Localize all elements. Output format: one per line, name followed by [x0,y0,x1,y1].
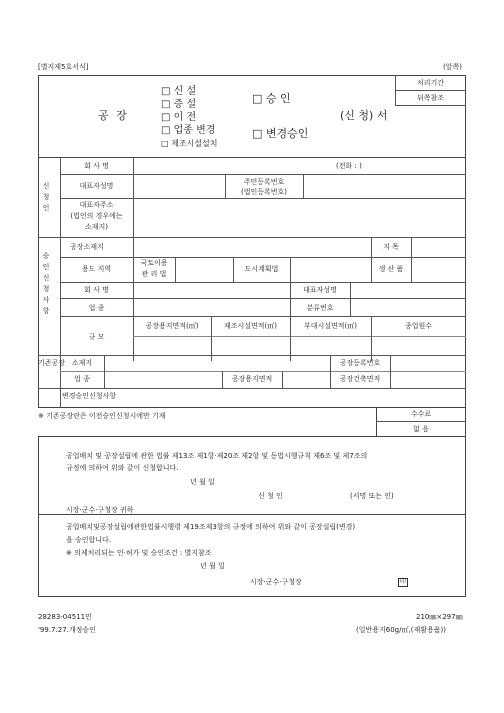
processing-period-value: 뒤쪽참조 [416,94,445,102]
lot-type-label: 지 목 [383,243,399,251]
fee-value: 없 음 [413,425,429,433]
option-change-industry: □ 업종 변경 [161,125,216,136]
approval-date: 년 월 일 [200,562,225,570]
doc-code: 28283-04511민 [38,613,92,621]
auxiliary-area-label: 부대시설면적(㎡) [303,322,358,330]
approval-section-label: 승인신청사항 [42,252,51,318]
approval-company-name-label: 회 사 명 [84,286,109,294]
company-name-label: 회 사 명 [84,162,109,170]
option-new: □ 신 설 [161,86,197,97]
urban-planning-label: 도시계획법 [244,265,279,273]
approval-line3: ※ 의제처리되는 인·허가 및 승인조건 : 별지참조 [66,549,212,557]
paper-type: (일반용지60g/㎡,(재활용품)) [356,626,446,634]
phone-field: (전화 : ) [336,162,362,170]
seal-mark: 印 [400,578,407,585]
existing-industry-label: 업 종 [74,375,90,383]
option-expand: □ 증 설 [161,99,197,110]
corp-no-label: (법인등록번호) [240,188,288,196]
existing-site-area-label: 공장용지면적 [231,375,273,383]
existing-location-label: 소재지 [71,359,93,367]
change-approval-option: □ 변경승인 [252,127,309,140]
option-relocate: □ 이 전 [161,112,197,123]
existing-factory-label: 기존공장 [38,359,66,367]
employees-label: 종업원수 [404,322,433,330]
existing-factory-note: ※ 기존공장란은 이전승인신청시에만 기재 [38,412,166,420]
statement-box [38,436,466,515]
approval-representative-label: 대표자성명 [303,286,337,294]
factory-label: 공 장 [98,109,129,122]
representative-label: 대표자성명 [79,182,114,190]
rep-address-label-3: 소재지) [84,223,109,231]
date-approved: '99.7.27.개정승인 [38,626,96,634]
zoning-label: 용도 지역 [81,265,112,273]
application-label: (신 청) 서 [340,109,388,122]
paper-size: 210㎜×297㎜ [416,613,463,621]
form-number: [별지제5호서식] [38,63,89,71]
scale-label: 규 모 [88,333,105,341]
change-items-label: 변경승인신청사항 [62,392,117,400]
official-label: 시장·군수·구청장 [250,578,302,586]
side-note: (앞쪽) [443,63,462,71]
statement-date: 년 월 일 [190,478,215,486]
rep-address-label: 대표자주소 [79,201,114,209]
fee-label: 수수료 [410,410,432,418]
approval-option: □ 승 인 [252,92,291,105]
product-label: 생 산 품 [378,265,404,273]
processing-period-label: 처리기간 [416,79,445,87]
approval-line2: 을 승인합니다. [66,536,112,544]
industry-label: 업 종 [88,304,105,312]
classification-no-label: 분류번호 [306,304,334,312]
applicant-sign-label: 신 청 인 [258,492,283,500]
signature-label: (서명 또는 인) [350,492,394,500]
site-area-label: 공장용지면적(㎡) [145,322,199,330]
addressee: 시장·군수·구청장 귀하 [66,506,134,514]
approval-line1: 공업배치및공장설립에관한법률시행령 제19조제3항의 규정에 의하여 위와 같이 공장설립(변경) [66,523,356,531]
factory-location-label: 공장소재지 [70,243,104,251]
option-install-facility: □ 제조시설설치 [161,139,218,148]
statement-line1: 공업배치 및 공장설립에 관한 법률 제13조 제1항·제20조 제2항 및 동법시행규칙 제6조 및 제7조의 [66,452,368,460]
rep-address-label-2: (법인의 경우에는 [70,212,123,220]
land-use-label: 국토이용 [140,259,168,267]
existing-building-area-label: 공장건축면적 [339,375,381,383]
facility-area-label: 제조시설면적(㎡) [223,322,278,330]
existing-registration-no-label: 공장등록번호 [339,359,381,367]
land-use-label-2: 관 리 법 [141,270,167,278]
statement-line2: 규정에 의하여 위와 같이 신청합니다. [66,464,179,472]
applicant-section-label: 신청인 [42,182,51,215]
resident-no-label: 주민등록번호 [243,178,285,186]
